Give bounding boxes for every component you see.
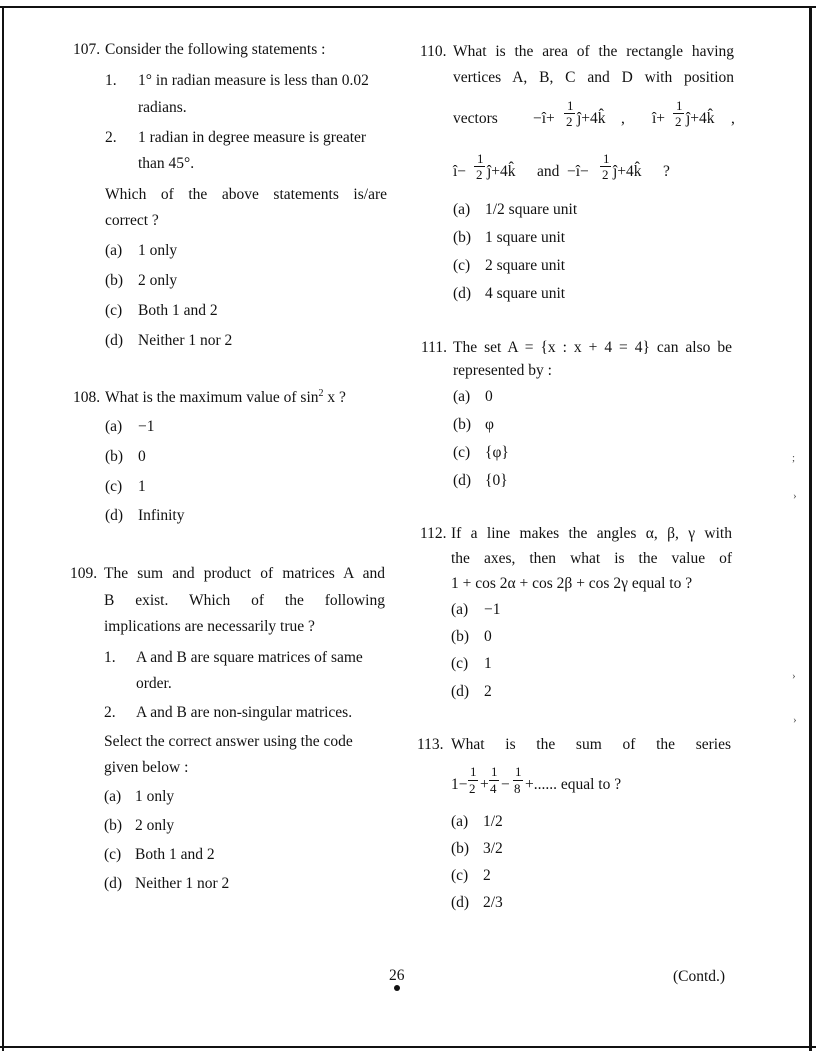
- option-text: 1/2 square unit: [485, 201, 578, 218]
- option-label: (b): [451, 628, 470, 645]
- fraction-denominator: 2: [602, 167, 609, 182]
- page-border-bottom: [0, 1046, 816, 1048]
- vector-tail: ĵ+4k̂: [613, 163, 642, 180]
- continued-note: (Contd.): [673, 968, 726, 985]
- option-text: 0: [138, 448, 146, 465]
- option-text: 0: [484, 628, 492, 645]
- question-stem: The set A = {x : x + 4 = 4} can also be: [453, 339, 732, 356]
- option-label: (c): [105, 302, 123, 319]
- option-text: 0: [485, 388, 493, 405]
- option-text: 1/2: [483, 813, 503, 830]
- fraction-numerator: 1: [491, 764, 498, 779]
- fraction-denominator: 8: [514, 781, 521, 796]
- option-label: (c): [104, 846, 122, 863]
- option-text: 3/2: [483, 840, 503, 857]
- option-text: Neither 1 nor 2: [138, 332, 233, 349]
- statement-number: 2.: [105, 129, 117, 146]
- statement-number: 2.: [104, 704, 116, 721]
- option-text: 4 square unit: [485, 285, 566, 302]
- option-label: (a): [453, 388, 471, 405]
- statement-text: than 45°.: [138, 155, 195, 172]
- question-stem: correct ?: [105, 212, 159, 229]
- series-lead: 1−: [451, 776, 468, 793]
- question-stem: B exist. Which of the following: [104, 592, 385, 609]
- option-text: 1 only: [135, 788, 175, 805]
- option-text: 1: [484, 655, 492, 672]
- option-text: 2 only: [135, 817, 175, 834]
- fraction-numerator: 1: [477, 151, 484, 166]
- question-mark: ?: [663, 163, 670, 180]
- question-stem: given below :: [104, 759, 189, 776]
- option-label: (c): [105, 478, 123, 495]
- statement-text: 1° in radian measure is less than 0.02: [138, 72, 369, 89]
- question-stem: Consider the following statements :: [105, 41, 326, 58]
- option-label: (b): [453, 416, 472, 433]
- option-text: Infinity: [138, 507, 185, 524]
- option-text: 2: [484, 683, 492, 700]
- stem-text: What is the maximum value of sin: [105, 389, 319, 406]
- question-number: 109.: [70, 565, 98, 582]
- option-text: {0}: [485, 472, 508, 489]
- scan-speck: ;: [792, 452, 796, 464]
- option-text: Both 1 and 2: [138, 302, 218, 319]
- option-text: 2 only: [138, 272, 178, 289]
- option-text: {φ}: [485, 444, 509, 461]
- option-label: (c): [451, 655, 469, 672]
- option-label: (c): [453, 257, 471, 274]
- statement-number: 1.: [104, 649, 116, 666]
- statement-text: radians.: [138, 99, 187, 116]
- scan-speck: ›: [792, 670, 796, 682]
- question-stem: [105, 389, 346, 407]
- scan-speck: ›: [793, 714, 797, 726]
- scan-speck: ›: [793, 490, 797, 502]
- option-label: (d): [453, 472, 472, 489]
- question-number: 111.: [421, 339, 447, 356]
- option-label: (d): [105, 507, 124, 524]
- option-text: 1 square unit: [485, 229, 566, 246]
- statement-text: order.: [136, 675, 172, 692]
- question-number: 108.: [73, 389, 101, 406]
- option-text: 2: [483, 867, 491, 884]
- question-stem: vertices A, B, C and D with position: [453, 69, 734, 86]
- question-stem: implications are necessarily true ?: [104, 618, 315, 635]
- vector-sign: î+: [652, 110, 666, 127]
- statement-text: 1 radian in degree measure is greater: [138, 129, 367, 146]
- option-label: (b): [104, 817, 123, 834]
- option-label: (b): [105, 448, 124, 465]
- question-stem: What is the area of the rectangle having: [453, 43, 734, 60]
- question-number: 110.: [420, 43, 447, 60]
- fraction-numerator: 1: [470, 764, 477, 779]
- option-label: (a): [453, 201, 471, 218]
- fraction-numerator: 1: [515, 764, 522, 779]
- question-number: 113.: [417, 736, 444, 753]
- vector-sign: −î−: [567, 163, 589, 180]
- fraction-numerator: 1: [567, 98, 574, 113]
- option-label: (c): [451, 867, 469, 884]
- page-number: 26: [389, 967, 405, 984]
- option-label: (a): [104, 788, 122, 805]
- option-text: Both 1 and 2: [135, 846, 215, 863]
- question-stem: 1 + cos 2α + cos 2β + cos 2γ equal to ?: [451, 575, 693, 592]
- option-label: (c): [453, 444, 471, 461]
- option-label: (a): [451, 813, 469, 830]
- question-stem: If a line makes the angles α, β, γ with: [451, 525, 732, 542]
- question-stem: represented by :: [453, 362, 552, 379]
- vector-tail: ĵ+4k̂: [686, 110, 715, 127]
- statement-text: A and B are square matrices of same: [136, 649, 363, 666]
- fraction-denominator: 2: [469, 781, 476, 796]
- page-border-right: [809, 6, 812, 1051]
- series-operator: −: [501, 776, 510, 793]
- option-text: 1: [138, 478, 146, 495]
- vector-sign: −î+: [533, 110, 555, 127]
- vector-tail: ĵ+4k̂: [487, 163, 516, 180]
- fraction-denominator: 2: [476, 167, 483, 182]
- option-text: −1: [484, 601, 501, 618]
- fraction-denominator: 2: [675, 114, 682, 129]
- option-label: (b): [451, 840, 470, 857]
- option-label: (b): [453, 229, 472, 246]
- vector-sign: î−: [453, 163, 467, 180]
- option-label: (d): [105, 332, 124, 349]
- option-text: 2/3: [483, 894, 503, 911]
- option-label: (a): [105, 242, 123, 259]
- series-operator: +: [480, 776, 489, 793]
- question-number: 112.: [420, 525, 447, 542]
- question-stem: The sum and product of matrices A and: [104, 565, 385, 582]
- vector-tail: ĵ+4k̂: [577, 110, 606, 127]
- question-number: 107.: [73, 41, 101, 58]
- stem-power: 2: [318, 388, 324, 399]
- page-border-left: [2, 6, 4, 1051]
- option-label: (d): [453, 285, 472, 302]
- question-stem: What is the sum of the series: [451, 736, 731, 753]
- separator: ,: [731, 110, 735, 127]
- fraction-numerator: 1: [676, 98, 683, 113]
- option-label: (d): [104, 875, 123, 892]
- stem-text-end: x ?: [323, 389, 346, 406]
- option-text: −1: [138, 418, 155, 435]
- option-label: (d): [451, 683, 470, 700]
- option-text: 2 square unit: [485, 257, 566, 274]
- fraction-denominator: 2: [566, 114, 573, 129]
- option-text: 1 only: [138, 242, 178, 259]
- question-stem: Which of the above statements is/are: [105, 186, 387, 203]
- question-stem: the axes, then what is the value of: [451, 550, 732, 567]
- statement-number: 1.: [105, 72, 117, 89]
- option-text: φ: [485, 416, 494, 433]
- page-border-top: [0, 6, 816, 8]
- option-label: (a): [451, 601, 469, 618]
- series-tail: +...... equal to ?: [525, 776, 622, 793]
- option-label: (d): [451, 894, 470, 911]
- fraction-numerator: 1: [603, 151, 610, 166]
- statement-text: A and B are non-singular matrices.: [136, 704, 353, 721]
- question-stem: Select the correct answer using the code: [104, 733, 353, 750]
- fraction-denominator: 4: [490, 781, 497, 796]
- separator: ,: [621, 110, 625, 127]
- question-stem: vectors: [453, 110, 498, 127]
- footer-dot: [394, 985, 400, 991]
- option-label: (a): [105, 418, 123, 435]
- option-text: Neither 1 nor 2: [135, 875, 230, 892]
- connector-word: and: [537, 163, 560, 180]
- option-label: (b): [105, 272, 124, 289]
